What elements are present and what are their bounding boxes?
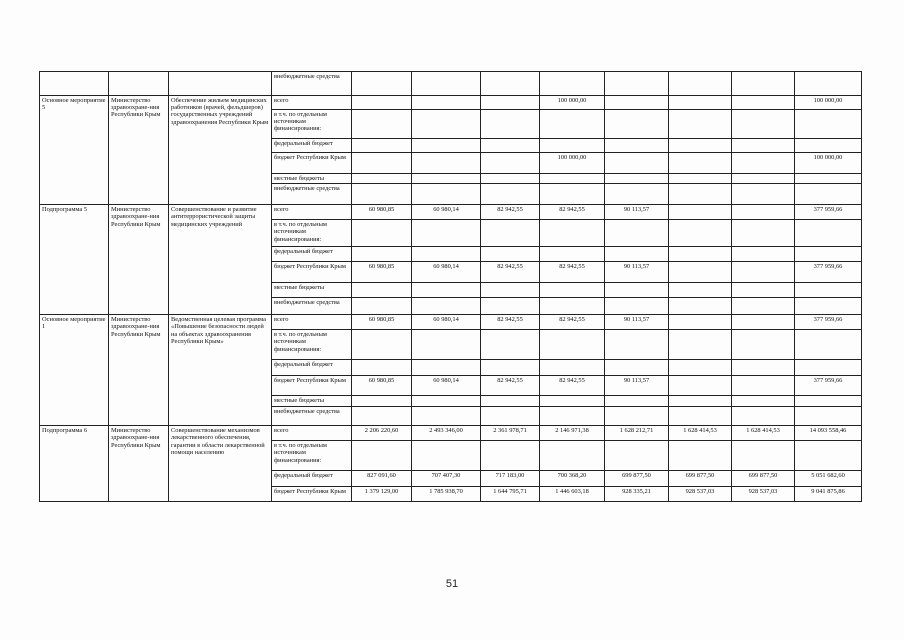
cell-year-value xyxy=(732,376,795,396)
cell-year-value xyxy=(412,174,481,184)
cell-year-value: 60 980,14 xyxy=(412,315,481,330)
cell-year-value xyxy=(540,360,605,376)
cell-total xyxy=(795,360,862,376)
cell-year-value: 1 446 603,18 xyxy=(540,487,605,502)
cell-year-value xyxy=(605,247,669,262)
cell-year-value xyxy=(605,96,669,110)
cell-funding-source: внебюджетные средства xyxy=(272,72,352,96)
cell-year-value xyxy=(412,330,481,360)
cell-year-value xyxy=(481,184,540,205)
cell-funding-source: бюджет Республики Крым xyxy=(272,153,352,174)
cell-responsible: Министерство здравоохране-ния Республики Крым xyxy=(109,426,169,502)
cell-year-value xyxy=(732,247,795,262)
cell-year-value xyxy=(540,283,605,298)
cell-year-value xyxy=(605,396,669,407)
cell-year-value: 82 942,55 xyxy=(481,315,540,330)
cell-year-value: 700 368,20 xyxy=(540,471,605,487)
cell-year-value xyxy=(352,441,412,471)
cell-total: 5 051 682,60 xyxy=(795,471,862,487)
cell-year-value xyxy=(412,153,481,174)
cell-year-value xyxy=(669,376,732,396)
table-row xyxy=(40,72,862,96)
cell-year-value: 100 000,00 xyxy=(540,96,605,110)
page-number: 51 xyxy=(445,578,459,590)
cell-year-value xyxy=(412,283,481,298)
cell-total: 377 959,66 xyxy=(795,205,862,220)
cell-year-value xyxy=(481,330,540,360)
cell-year-value xyxy=(732,174,795,184)
cell-funding-source: федеральный бюджет xyxy=(272,471,352,487)
cell-year-value xyxy=(481,441,540,471)
cell-year-value xyxy=(605,153,669,174)
cell-total xyxy=(795,174,862,184)
cell-year-value xyxy=(732,205,795,220)
cell-year-value: 60 980,14 xyxy=(412,376,481,396)
cell-year-value xyxy=(481,139,540,153)
cell-funding-source: внебюджетные средства xyxy=(272,184,352,205)
cell-year-value xyxy=(412,184,481,205)
cell-year-value xyxy=(669,396,732,407)
cell-year-value xyxy=(669,298,732,315)
cell-year-value xyxy=(732,96,795,110)
cell-funding-source: всего xyxy=(272,96,352,110)
cell-funding-source: всего xyxy=(272,315,352,330)
cell-year-value xyxy=(352,96,412,110)
cell-year-value: 90 113,57 xyxy=(605,262,669,283)
cell-year-value xyxy=(412,441,481,471)
cell-year-value: 82 942,55 xyxy=(540,376,605,396)
cell-year-value xyxy=(605,110,669,139)
cell-year-value: 60 980,14 xyxy=(412,205,481,220)
cell-year-value xyxy=(352,174,412,184)
cell-year-value: 1 379 129,00 xyxy=(352,487,412,502)
cell-year-value xyxy=(732,330,795,360)
cell-year-value xyxy=(352,396,412,407)
cell-year-value: 60 980,85 xyxy=(352,262,412,283)
cell-funding-source: в т.ч. по отдельным источникам финансирования: xyxy=(272,110,352,139)
cell-year-value: 928 537,03 xyxy=(669,487,732,502)
cell-year-value: 1 785 938,70 xyxy=(412,487,481,502)
cell-year-value xyxy=(605,330,669,360)
cell-year-value xyxy=(481,153,540,174)
cell-year-value xyxy=(352,330,412,360)
cell-year-value xyxy=(481,220,540,247)
cell-year-value xyxy=(540,441,605,471)
cell-year-value xyxy=(481,298,540,315)
cell-year-value xyxy=(605,174,669,184)
cell-year-value xyxy=(352,247,412,262)
cell-year-value xyxy=(732,396,795,407)
cell-year-value: 60 980,14 xyxy=(412,262,481,283)
cell-year-value xyxy=(540,247,605,262)
cell-c0 xyxy=(40,72,109,96)
cell-year-value: 1 644 795,71 xyxy=(481,487,540,502)
cell-year-value xyxy=(481,360,540,376)
cell-total xyxy=(795,441,862,471)
cell-program-name: Подпрограмма 6 xyxy=(40,426,109,502)
cell-total xyxy=(795,184,862,205)
cell-year-value xyxy=(540,220,605,247)
cell-year-value xyxy=(669,360,732,376)
cell-year-value xyxy=(412,96,481,110)
cell-year-value xyxy=(481,247,540,262)
cell-responsible: Министерство здравоохране-ния Республики Крым xyxy=(109,315,169,426)
cell-total xyxy=(795,139,862,153)
cell-year-value xyxy=(412,407,481,426)
cell-description: Совершенствование механизмов лекарственного обеспечения, гарантии в области лекарственной помощи населению xyxy=(169,426,272,502)
cell-year-value xyxy=(605,184,669,205)
cell-year-value: 717 183,00 xyxy=(481,471,540,487)
cell-funding-source: в т.ч. по отдельным источникам финансирования: xyxy=(272,220,352,247)
cell-year-value xyxy=(605,407,669,426)
cell-total xyxy=(795,330,862,360)
cell-description: Совершенствование и развитие антитеррористической защиты медицинских учреждений xyxy=(169,205,272,315)
table-row xyxy=(40,426,862,441)
cell-year-value xyxy=(669,72,732,96)
cell-year-value: 90 113,57 xyxy=(605,376,669,396)
cell-total: 9 041 875,86 xyxy=(795,487,862,502)
cell-year-value xyxy=(412,139,481,153)
cell-year-value: 82 942,55 xyxy=(540,315,605,330)
cell-funding-source: бюджет Республики Крым xyxy=(272,487,352,502)
cell-year-value xyxy=(669,262,732,283)
cell-year-value: 699 877,50 xyxy=(732,471,795,487)
cell-year-value xyxy=(732,184,795,205)
cell-year-value xyxy=(412,247,481,262)
cell-year-value xyxy=(732,139,795,153)
cell-total: 14 093 558,46 xyxy=(795,426,862,441)
cell-responsible: Министерство здравоохране-ния Республики Крым xyxy=(109,96,169,205)
cell-year-value xyxy=(605,441,669,471)
cell-year-value: 827 091,60 xyxy=(352,471,412,487)
cell-year-value: 699 877,50 xyxy=(669,471,732,487)
cell-year-value xyxy=(605,72,669,96)
cell-year-value xyxy=(352,283,412,298)
cell-total xyxy=(795,220,862,247)
cell-year-value xyxy=(669,407,732,426)
cell-year-value: 82 942,55 xyxy=(540,205,605,220)
cell-year-value xyxy=(732,72,795,96)
cell-year-value xyxy=(669,441,732,471)
cell-description: Обеспечение жильем медицинских работников (врачей, фельдшеров) государственных учреждений здравоохранения Республики Крым xyxy=(169,96,272,205)
cell-year-value xyxy=(732,360,795,376)
cell-year-value: 1 628 414,53 xyxy=(732,426,795,441)
cell-year-value xyxy=(352,298,412,315)
cell-year-value xyxy=(352,220,412,247)
cell-total: 100 000,00 xyxy=(795,96,862,110)
cell-year-value xyxy=(481,283,540,298)
cell-funding-source: бюджет Республики Крым xyxy=(272,376,352,396)
cell-funding-source: в т.ч. по отдельным источникам финансирования: xyxy=(272,330,352,360)
cell-funding-source: в т.ч. по отдельным источникам финансирования: xyxy=(272,441,352,471)
cell-year-value xyxy=(669,153,732,174)
cell-year-value: 82 942,55 xyxy=(481,205,540,220)
cell-year-value: 699 877,50 xyxy=(605,471,669,487)
cell-total xyxy=(795,110,862,139)
cell-year-value: 60 980,85 xyxy=(352,205,412,220)
cell-year-value xyxy=(540,110,605,139)
cell-year-value: 928 537,03 xyxy=(732,487,795,502)
budget-table-body xyxy=(40,72,862,502)
cell-total xyxy=(795,298,862,315)
cell-year-value xyxy=(540,396,605,407)
cell-funding-source: всего xyxy=(272,205,352,220)
cell-year-value xyxy=(605,298,669,315)
cell-year-value xyxy=(540,407,605,426)
cell-funding-source: местные бюджеты xyxy=(272,174,352,184)
cell-year-value xyxy=(732,153,795,174)
cell-year-value: 60 980,85 xyxy=(352,315,412,330)
cell-year-value xyxy=(669,110,732,139)
cell-year-value xyxy=(540,330,605,360)
cell-year-value xyxy=(732,441,795,471)
cell-year-value: 1 628 414,53 xyxy=(669,426,732,441)
cell-funding-source: федеральный бюджет xyxy=(272,360,352,376)
cell-year-value xyxy=(540,72,605,96)
cell-program-name: Основное мероприятие 5 xyxy=(40,96,109,205)
cell-year-value xyxy=(352,139,412,153)
cell-year-value: 2 493 346,00 xyxy=(412,426,481,441)
cell-funding-source: местные бюджеты xyxy=(272,396,352,407)
cell-total: 377 959,66 xyxy=(795,376,862,396)
cell-year-value: 82 942,55 xyxy=(540,262,605,283)
cell-year-value xyxy=(669,174,732,184)
cell-year-value xyxy=(605,283,669,298)
cell-total: 377 959,66 xyxy=(795,315,862,330)
cell-year-value xyxy=(481,407,540,426)
cell-description: Ведомственная целевая программа «Повышение безопасности людей на объектах здравоохранения Республики Крым» xyxy=(169,315,272,426)
cell-year-value xyxy=(732,407,795,426)
cell-year-value xyxy=(732,283,795,298)
cell-year-value xyxy=(352,184,412,205)
table-row xyxy=(40,315,862,330)
budget-table xyxy=(39,71,862,502)
cell-total: 377 959,66 xyxy=(795,262,862,283)
cell-year-value xyxy=(352,110,412,139)
cell-year-value xyxy=(540,174,605,184)
cell-funding-source: местные бюджеты xyxy=(272,283,352,298)
cell-year-value: 928 335,21 xyxy=(605,487,669,502)
cell-year-value xyxy=(540,139,605,153)
cell-year-value: 90 113,57 xyxy=(605,315,669,330)
cell-funding-source: всего xyxy=(272,426,352,441)
cell-funding-source: внебюджетные средства xyxy=(272,407,352,426)
cell-year-value: 1 628 212,71 xyxy=(605,426,669,441)
table-row xyxy=(40,96,862,110)
table-row xyxy=(40,205,862,220)
cell-year-value xyxy=(732,315,795,330)
cell-year-value xyxy=(605,139,669,153)
cell-year-value: 2 206 220,60 xyxy=(352,426,412,441)
cell-year-value xyxy=(605,360,669,376)
cell-year-value xyxy=(540,298,605,315)
cell-year-value xyxy=(412,220,481,247)
cell-year-value xyxy=(669,247,732,262)
cell-year-value xyxy=(669,330,732,360)
cell-year-value xyxy=(669,283,732,298)
cell-year-value xyxy=(352,407,412,426)
cell-funding-source: бюджет Республики Крым xyxy=(272,262,352,283)
cell-year-value xyxy=(732,298,795,315)
cell-year-value xyxy=(352,153,412,174)
cell-year-value xyxy=(412,72,481,96)
cell-year-value: 2 146 971,38 xyxy=(540,426,605,441)
cell-c2 xyxy=(169,72,272,96)
cell-year-value xyxy=(605,220,669,247)
cell-funding-source: федеральный бюджет xyxy=(272,139,352,153)
cell-year-value xyxy=(732,110,795,139)
cell-year-value xyxy=(481,72,540,96)
cell-year-value xyxy=(412,396,481,407)
cell-year-value: 707 407,30 xyxy=(412,471,481,487)
cell-total: 100 000,00 xyxy=(795,153,862,174)
cell-year-value xyxy=(669,184,732,205)
cell-year-value xyxy=(540,184,605,205)
cell-program-name: Подпрограмма 5 xyxy=(40,205,109,315)
cell-year-value xyxy=(669,96,732,110)
cell-total xyxy=(795,247,862,262)
cell-year-value: 82 942,55 xyxy=(481,262,540,283)
cell-year-value xyxy=(669,139,732,153)
cell-responsible: Министерство здравоохране-ния Республики Крым xyxy=(109,205,169,315)
cell-year-value xyxy=(669,205,732,220)
cell-funding-source: внебюджетные средства xyxy=(272,298,352,315)
cell-total xyxy=(795,283,862,298)
cell-year-value xyxy=(412,298,481,315)
cell-year-value xyxy=(732,220,795,247)
cell-total xyxy=(795,407,862,426)
cell-year-value xyxy=(352,72,412,96)
cell-year-value xyxy=(412,110,481,139)
cell-year-value: 60 980,85 xyxy=(352,376,412,396)
cell-program-name: Основное мероприятие 1 xyxy=(40,315,109,426)
cell-year-value: 82 942,55 xyxy=(481,376,540,396)
cell-funding-source: федеральный бюджет xyxy=(272,247,352,262)
cell-year-value xyxy=(352,360,412,376)
cell-year-value xyxy=(412,360,481,376)
cell-c1 xyxy=(109,72,169,96)
cell-year-value: 2 361 978,71 xyxy=(481,426,540,441)
cell-total xyxy=(795,72,862,96)
cell-total xyxy=(795,396,862,407)
cell-year-value xyxy=(481,174,540,184)
cell-year-value: 100 000,00 xyxy=(540,153,605,174)
cell-year-value: 90 113,57 xyxy=(605,205,669,220)
cell-year-value xyxy=(669,315,732,330)
cell-year-value xyxy=(481,96,540,110)
cell-year-value xyxy=(481,110,540,139)
cell-year-value xyxy=(481,396,540,407)
cell-year-value xyxy=(732,262,795,283)
cell-year-value xyxy=(669,220,732,247)
